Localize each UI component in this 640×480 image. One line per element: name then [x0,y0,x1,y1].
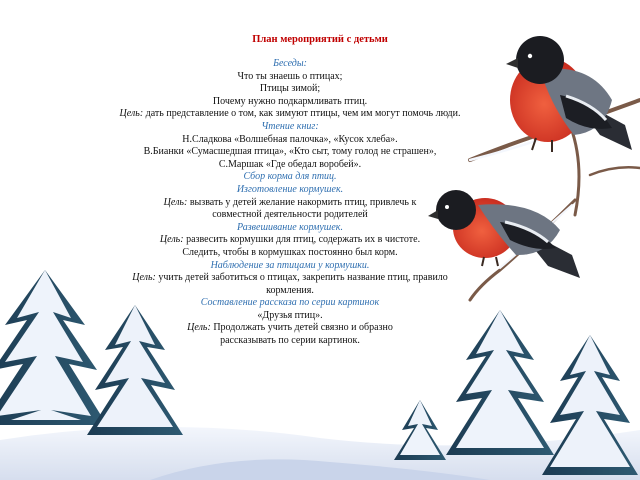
plan-line: «Друзья птиц». [257,309,323,321]
goal-text: вызвать у детей желание накормить птиц, привлечь к [187,196,417,208]
goal-text: дать представление о том, как зимуют птицы, чем им могут помочь люди. [143,108,461,120]
plan-category: Чтение книг: [261,120,319,132]
goal-label: Цель: [119,108,144,120]
plan-goal-line [60,197,520,210]
plan-line: С.Маршак «Где обедал воробей». [218,158,362,170]
goal-text: Продолжать учить детей связно и образно [210,322,393,334]
plan-line: Что ты знаешь о птицах; [237,70,343,82]
plan-line: В.Бианки «Сумасшедшая птица», «Кто сыт, тому голод не страшен», [143,146,437,158]
page-title: План мероприятий с детьми [252,34,388,45]
plan-line: совместной деятельности родителей [212,209,368,221]
plan-goal-line [60,272,520,285]
goal-text: развесить кормушки для птиц, содержать их в чистоте. [183,234,421,246]
goal-label: Цель: [163,196,188,208]
plan-line: Следить, чтобы в кормушках постоянно был корм. [182,246,398,258]
snowy-fir-tree [542,335,638,475]
plan-line: кормления. [266,284,314,296]
goal-text: учить детей заботиться о птицах, закрепить название птиц, правило [155,272,448,284]
plan-category: Наблюдение за птицами у кормушки. [210,259,370,271]
plan-category: Сбор корма для птиц. [243,171,337,183]
goal-label: Цель: [132,272,156,284]
plan-line: Птицы зимой; [259,83,321,95]
plan-goal-line [60,108,520,121]
activity-plan-text [60,58,520,348]
bullfinch-bird [506,36,632,152]
goal-label: Цель: [187,322,211,334]
snowy-fir-tree [394,400,446,460]
plan-goal-line [60,322,520,335]
plan-line: рассказывать по серии картинок. [220,335,360,347]
plan-line: Н.Сладкова «Волшебная палочка», «Кусок хлеба». [182,133,398,145]
plan-category: Развешивание кормушек. [237,221,343,233]
plan-category: Составление рассказа по серии картинок [200,297,380,309]
plan-category: Беседы: [273,58,307,69]
goal-label: Цель: [159,234,184,246]
plan-category: Изготовление кормушек. [236,183,344,195]
plan-goal-line [60,234,520,247]
plan-line: Почему нужно подкармливать птиц. [212,95,368,107]
